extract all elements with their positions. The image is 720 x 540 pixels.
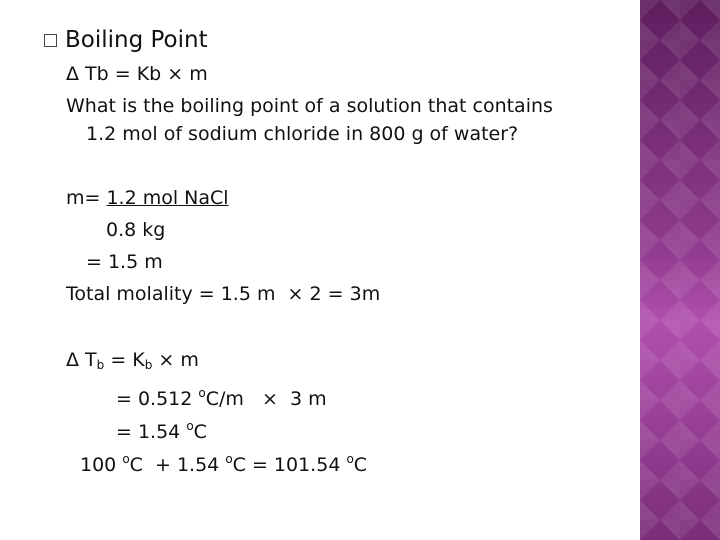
- delta-t-text: Δ T: [66, 349, 97, 371]
- slide-title: Boiling Point: [65, 27, 208, 53]
- molality-prefix: m=: [66, 187, 107, 209]
- degree-sup: o: [122, 452, 130, 466]
- subscript-b: b: [144, 358, 153, 372]
- calc-line-4: [80, 447, 367, 477]
- total-molality-line: Total molality = 1.5 m × 2 = 3m: [66, 283, 381, 305]
- formula-line: Δ Tb = Kb × m: [66, 63, 208, 85]
- molality-result: = 1.5 m: [86, 251, 163, 273]
- molality-denominator: 0.8 kg: [106, 219, 166, 241]
- degree-sup: o: [198, 386, 206, 400]
- calc-line-4-d: C: [353, 454, 368, 476]
- molality-numerator: 1.2 mol NaCl: [106, 187, 229, 209]
- calc-line-3-unit: C: [193, 421, 207, 443]
- question-line-2: 1.2 mol of sodium chloride in 800 g of water?: [86, 123, 519, 145]
- equals-k-text: = K: [104, 349, 145, 371]
- calc-line-4-c: C = 101.54: [232, 454, 347, 476]
- question-line-1: What is the boiling point of a solution that contains: [66, 95, 553, 117]
- subscript-b: b: [96, 358, 105, 372]
- calc-line-4-b: C + 1.54: [129, 454, 226, 476]
- degree-sup: o: [225, 452, 233, 466]
- molality-fraction-line: [66, 186, 229, 210]
- degree-sup: o: [346, 452, 354, 466]
- calc-line-3: [116, 414, 207, 444]
- calc-line-2-unit: C/m × 3 m: [205, 388, 327, 410]
- degree-sup: o: [186, 419, 194, 433]
- decorative-side-panel: [640, 0, 720, 540]
- calc-line-1: [66, 348, 199, 377]
- bullet-box-icon: [44, 34, 57, 47]
- calc-line-3-value: = 1.54: [116, 421, 187, 443]
- times-m-text: × m: [152, 349, 199, 371]
- calc-line-2: [116, 381, 327, 411]
- calc-line-4-a: 100: [80, 454, 123, 476]
- heading-row: [44, 26, 208, 54]
- calc-line-2-value: = 0.512: [116, 388, 199, 410]
